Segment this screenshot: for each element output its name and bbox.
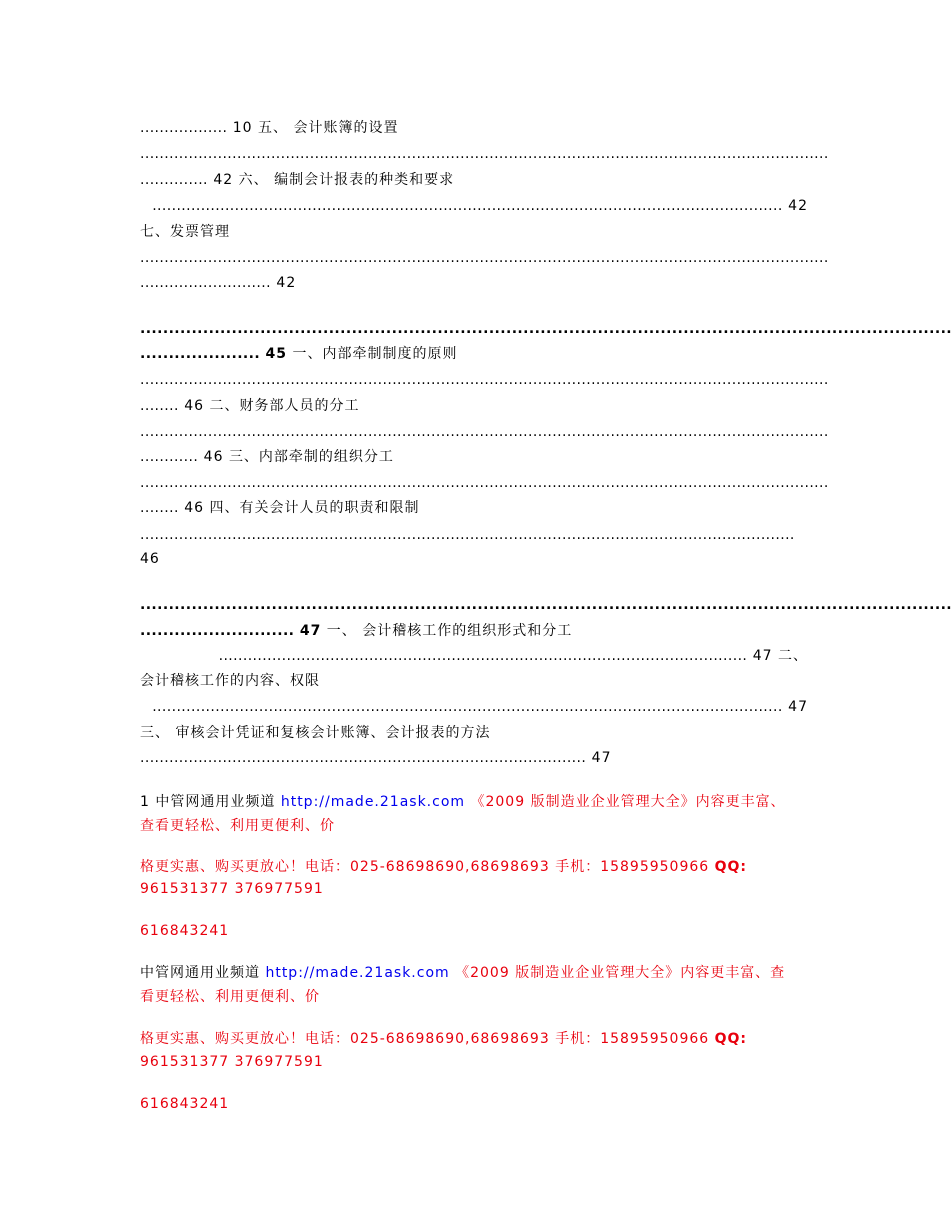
leader-dots: .............................................................................................................................................. [140, 475, 829, 491]
footer-qq-line [140, 1051, 808, 1073]
footer-contact-line [140, 856, 808, 878]
leader-dots: ..................... [140, 346, 261, 362]
toc-line [140, 272, 808, 294]
toc-line [140, 169, 808, 191]
leader-dots: ....................................................................................................................................... [140, 527, 795, 543]
toc-line [140, 369, 829, 391]
footer-promo-line [140, 815, 808, 837]
leader-dots: .................. [140, 120, 228, 136]
toc-entry-title: 三、内部牵制的组织分工 [228, 449, 394, 465]
page-number: 42 [788, 198, 808, 214]
toc-line [140, 594, 952, 616]
toc-line [140, 446, 808, 468]
footer-promo-text: 查看更轻松、利用更便利、价 [140, 818, 335, 834]
toc-entry-title: 一、 会计稽核工作的组织形式和分工 [326, 623, 573, 639]
toc-entry-title: 会计稽核工作的内容、权限 [140, 673, 320, 689]
leader-dots: ........................... [140, 275, 271, 291]
toc-line [140, 247, 829, 269]
toc-line [140, 343, 808, 365]
page-number: 42 [213, 172, 234, 188]
footer-qq-label: QQ: [714, 859, 748, 875]
toc-entry-title: 二、 [778, 648, 808, 664]
footer-qq-last [140, 920, 808, 942]
toc-line [140, 645, 808, 667]
footer-qq-label: QQ: [714, 1031, 748, 1047]
page-number: 47 [752, 648, 773, 664]
toc-line [140, 497, 808, 519]
leader-dots: ........................... [140, 623, 295, 639]
toc-line [140, 620, 808, 642]
page-number: 47 [591, 750, 612, 766]
footer-site-name: 中管网通用业频道 [140, 965, 260, 981]
footer-qq-line [140, 878, 808, 900]
footer-qq-last [140, 1093, 808, 1115]
toc-entry-title: 四、有关会计人员的职责和限制 [209, 500, 420, 516]
leader-dots: .............................................................................................................................................. [140, 424, 829, 440]
footer-promo: 《2009 版制造业企业管理大全》内容更丰富、 [470, 794, 786, 810]
page-number: 46 [184, 500, 205, 516]
page-number: 45 [265, 346, 288, 362]
toc-entry-title: 五、 会计账簿的设置 [258, 120, 399, 136]
footer-page-number: 1 [140, 794, 150, 810]
page-number: 46 [140, 551, 160, 567]
leader-dots: ........ [140, 500, 179, 516]
toc-line [140, 722, 808, 744]
toc-entry-title: 六、 编制会计报表的种类和要求 [238, 172, 455, 188]
leader-dots: ............................................................................................ [140, 750, 587, 766]
page-number: 47 [788, 699, 808, 715]
toc-line [140, 318, 952, 340]
toc-line [140, 524, 795, 546]
leader-dots: .............................................................................................................................................. [140, 597, 952, 613]
toc-entry-title: 七、发票管理 [140, 224, 230, 240]
footer-contact-line [140, 1028, 808, 1050]
toc-entry-title: 一、内部牵制制度的原则 [292, 346, 458, 362]
footer-qq-number: 616843241 [140, 923, 230, 939]
page-number: 42 [276, 275, 297, 291]
leader-dots: .............................................................................................................................................. [140, 372, 829, 388]
leader-dots: .................................................................................................................................. [152, 699, 783, 715]
footer-url-link[interactable]: http://made.21ask.com [280, 794, 466, 810]
footer-promo-line [140, 986, 808, 1008]
footer-qq-numbers: 961531377 376977591 [140, 1054, 324, 1070]
footer-banner [140, 962, 808, 984]
footer-promo-text: 看更轻松、利用更便利、价 [140, 989, 320, 1005]
leader-dots: ............ [140, 449, 199, 465]
leader-dots: .............................................................................................................................................. [140, 250, 829, 266]
footer-qq-number: 616843241 [140, 1096, 230, 1112]
toc-line [140, 117, 808, 139]
footer-qq-numbers: 961531377 376977591 [140, 881, 324, 897]
toc-line [140, 421, 829, 443]
toc-line [140, 195, 808, 217]
footer-contact-text: 格更实惠、购买更放心！电话：025-68698690,68698693 手机：15895950966 [140, 859, 710, 875]
leader-dots: .................................................................................................................................. [152, 198, 783, 214]
footer-banner [140, 791, 808, 813]
page-number: 46 [184, 398, 205, 414]
footer-site-name: 中管网通用业频道 [155, 794, 276, 810]
toc-line [140, 747, 808, 769]
toc-entry-title: 二、财务部人员的分工 [209, 398, 360, 414]
toc-line [140, 395, 808, 417]
page-number: 46 [203, 449, 224, 465]
toc-line [140, 472, 829, 494]
leader-dots: .............. [140, 172, 208, 188]
toc-line [140, 670, 808, 692]
leader-dots: ............................................................................................................. [218, 648, 748, 664]
toc-line [140, 143, 829, 165]
toc-line [140, 548, 808, 570]
leader-dots: .............................................................................................................................................. [140, 146, 829, 162]
toc-line [140, 696, 808, 718]
footer-contact-text: 格更实惠、购买更放心！电话：025-68698690,68698693 手机：15895950966 [140, 1031, 710, 1047]
footer-promo: 《2009 版制造业企业管理大全》内容更丰富、查 [455, 965, 786, 981]
page-number: 10 [232, 120, 253, 136]
leader-dots: ........ [140, 398, 179, 414]
page-number: 47 [299, 623, 322, 639]
leader-dots: .............................................................................................................................................. [140, 321, 952, 337]
toc-entry-title: 三、 审核会计凭证和复核会计账簿、会计报表的方法 [140, 725, 491, 741]
toc-line [140, 221, 808, 243]
footer-url-link[interactable]: http://made.21ask.com [265, 965, 450, 981]
